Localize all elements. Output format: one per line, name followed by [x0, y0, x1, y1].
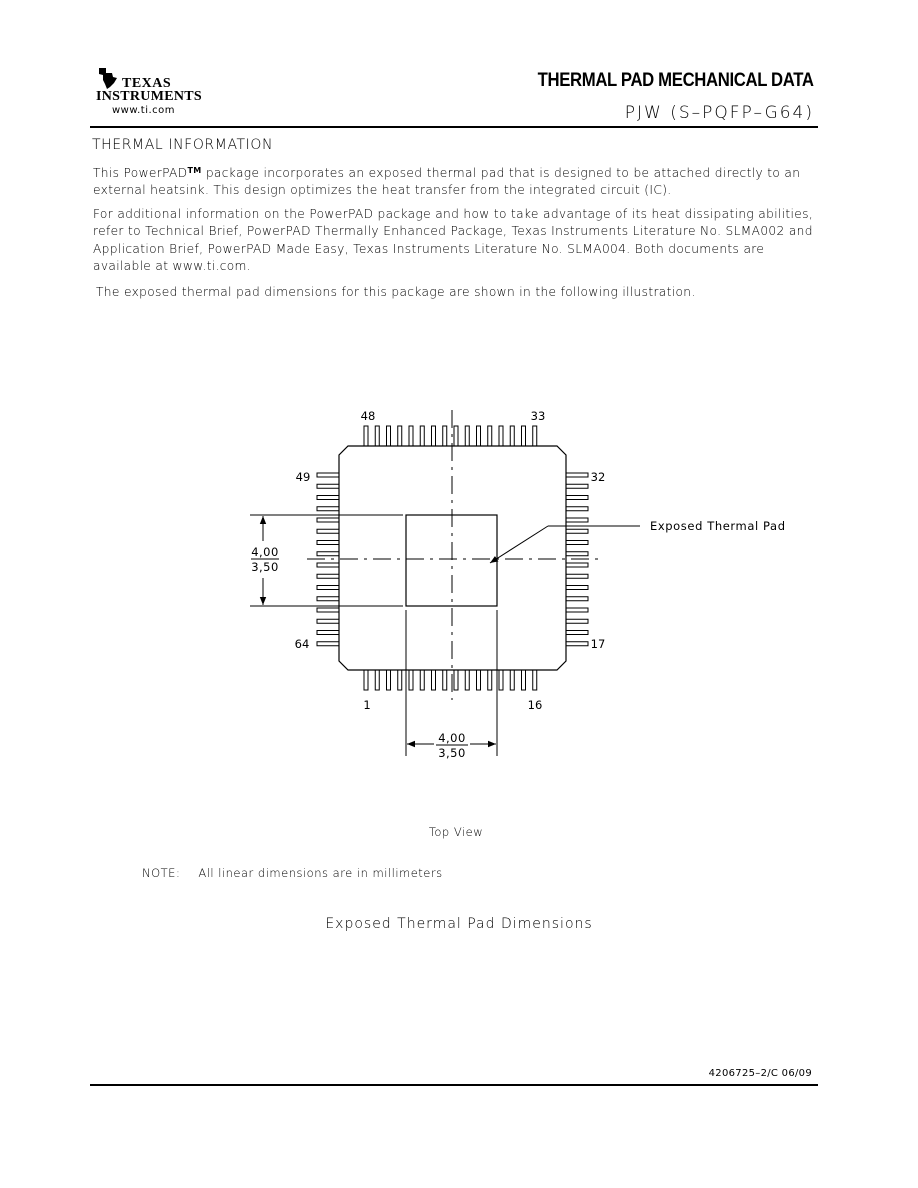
pin-right — [566, 642, 588, 646]
pin-top — [477, 426, 481, 446]
pins-bottom — [364, 670, 537, 690]
pin-bottom — [420, 670, 424, 690]
horizontal-dimension-max: 4,00 — [438, 731, 466, 745]
pin-right — [566, 563, 588, 567]
brand-name-line1: TEXAS — [122, 76, 172, 91]
document-title: THERMAL PAD MECHANICAL DATA — [538, 70, 814, 91]
pin-bottom — [387, 670, 391, 690]
section-title: THERMAL INFORMATION — [92, 137, 274, 153]
pin-left — [317, 619, 339, 623]
pin-left — [317, 563, 339, 567]
pin-top — [375, 426, 379, 446]
pin-bottom — [510, 670, 514, 690]
pin-left — [317, 496, 339, 500]
pin-bottom — [499, 670, 503, 690]
pin-top — [488, 426, 492, 446]
pin-right — [566, 518, 588, 522]
pin-label-1: 1 — [363, 698, 371, 712]
pin-left — [317, 631, 339, 635]
pin-right — [566, 608, 588, 612]
pin-left — [317, 574, 339, 578]
pin-right — [566, 619, 588, 623]
pin-bottom — [522, 670, 526, 690]
pin-left — [317, 586, 339, 590]
pin-label-49: 49 — [295, 470, 311, 484]
document-number: 4206725–2/C 06/09 — [708, 1068, 812, 1079]
pin-right — [566, 631, 588, 635]
pin-label-33: 33 — [530, 409, 546, 423]
pin-bottom — [454, 670, 458, 690]
pin-left — [317, 597, 339, 601]
pin-top — [533, 426, 537, 446]
note — [142, 866, 443, 880]
package-code: PJW (S–PQFP–G64) — [624, 103, 814, 123]
pin-top — [409, 426, 413, 446]
pin-right — [566, 496, 588, 500]
pin-top — [398, 426, 402, 446]
pin-left — [317, 473, 339, 477]
pin-top — [420, 426, 424, 446]
pin-top — [432, 426, 436, 446]
pin-top — [387, 426, 391, 446]
paragraph-1-start: This PowerPAD — [93, 166, 188, 180]
pin-left — [317, 552, 339, 556]
pin-left — [317, 507, 339, 511]
pin-right — [566, 507, 588, 511]
note-label: NOTE: — [142, 866, 181, 880]
brand-name-line2: INSTRUMENTS — [96, 89, 202, 104]
pin-bottom — [477, 670, 481, 690]
note-text: All linear dimensions are in millimeters — [198, 866, 443, 880]
pin-label-17: 17 — [590, 637, 606, 651]
callout-label: Exposed Thermal Pad — [650, 519, 786, 533]
horizontal-dimension-min: 3,50 — [438, 746, 466, 760]
pin-bottom — [375, 670, 379, 690]
pin-left — [317, 518, 339, 522]
pin-top — [443, 426, 447, 446]
pin-bottom — [443, 670, 447, 690]
pin-left — [317, 541, 339, 545]
vertical-dimension-min: 3,50 — [251, 560, 279, 574]
pin-bottom — [398, 670, 402, 690]
brand-url[interactable]: www.ti.com — [112, 105, 176, 116]
pin-right — [566, 484, 588, 488]
pin-right — [566, 473, 588, 477]
pin-right — [566, 597, 588, 601]
pin-label-16: 16 — [527, 698, 543, 712]
pin-top — [522, 426, 526, 446]
pin-left — [317, 642, 339, 646]
pin-bottom — [465, 670, 469, 690]
pin-top — [454, 426, 458, 446]
trademark-mark: TM — [187, 166, 202, 175]
pin-right — [566, 541, 588, 545]
pin-right — [566, 552, 588, 556]
pin-bottom — [409, 670, 413, 690]
paragraph-1-rest: package incorporates an exposed thermal pad that is designed to be attached directly to an external heatsink. This design optimizes the heat transfer from the integrated circuit (IC). — [93, 166, 801, 198]
view-label: Top View — [428, 825, 484, 839]
pin-bottom — [364, 670, 368, 690]
pin-bottom — [488, 670, 492, 690]
pin-bottom — [533, 670, 537, 690]
pin-right — [566, 586, 588, 590]
pin-label-48: 48 — [360, 409, 376, 423]
pin-left — [317, 529, 339, 533]
pin-right — [566, 529, 588, 533]
pin-left — [317, 608, 339, 612]
pins-top — [364, 426, 537, 446]
pin-top — [465, 426, 469, 446]
figure-caption: Exposed Thermal Pad Dimensions — [325, 916, 593, 932]
pin-top — [499, 426, 503, 446]
vertical-dimension-max: 4,00 — [251, 545, 279, 559]
paragraph-2: For additional information on the PowerPAD package and how to take advantage of its heat dissipating abilities, refer to Technical Brief, PowerPAD Thermally Enhanced Package, Texas Instruments Literature No. SLMA002 and Application Brief, PowerPAD Made Easy, Texas Instruments Literature No. SLMA004. Both documents are available at www.ti.com. — [93, 207, 814, 273]
pin-top — [364, 426, 368, 446]
paragraph-3: The exposed thermal pad dimensions for this package are shown in the following illustration. — [96, 285, 696, 299]
footer-divider — [90, 1084, 818, 1086]
pin-label-64: 64 — [294, 637, 310, 651]
pin-label-32: 32 — [590, 470, 606, 484]
pin-bottom — [432, 670, 436, 690]
pin-left — [317, 484, 339, 488]
pin-top — [510, 426, 514, 446]
pin-right — [566, 574, 588, 578]
